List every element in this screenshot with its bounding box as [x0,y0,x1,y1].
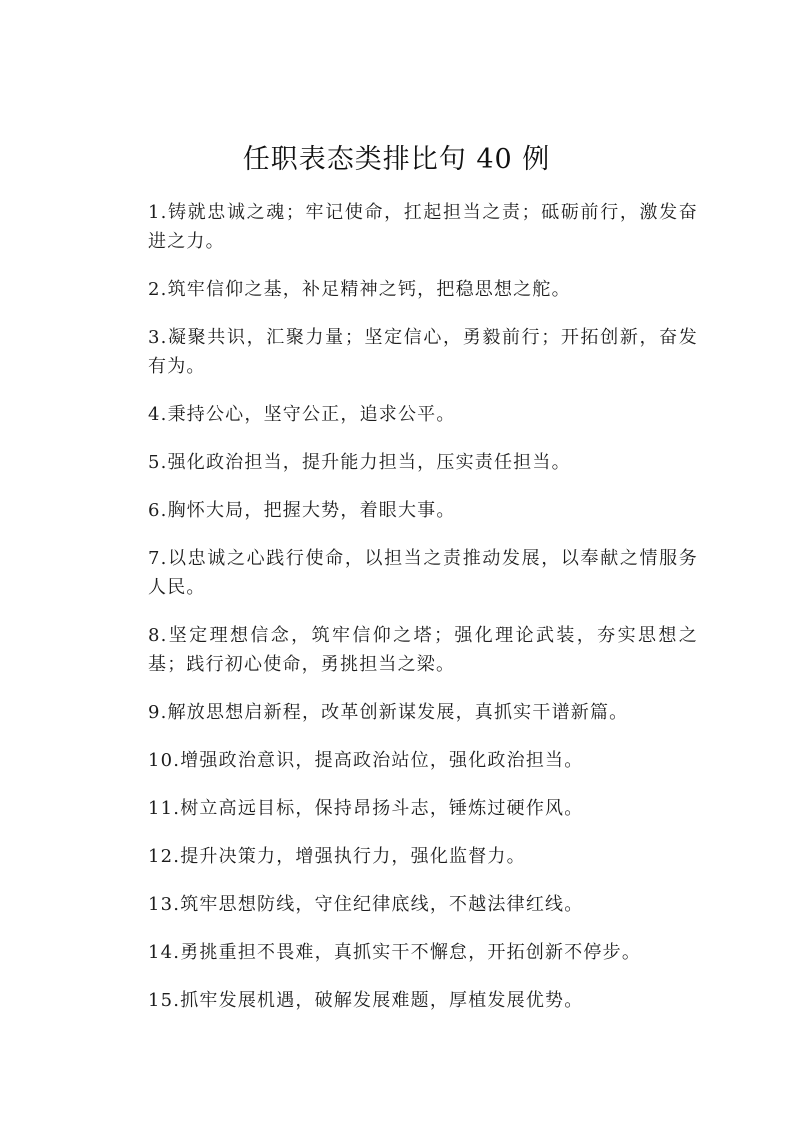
list-item: 6.胸怀大局，把握大势，着眼大事。 [148,500,456,521]
list-item: 9.解放思想启新程，改革创新谋发展，真抓实干谱新篇。 [148,702,629,723]
sentence-list [148,198,698,1034]
list-item: 14.勇挑重担不畏难，真抓实干不懈怠，开拓创新不停步。 [148,942,642,963]
list-item: 11.树立高远目标，保持昂扬斗志，锤炼过硬作风。 [148,798,584,819]
list-item: 7.以忠诚之心践行使命，以担当之责推动发展，以奉献之情服务人民。 [148,548,698,598]
list-item: 4.秉持公心，坚守公正，追求公平。 [148,404,456,425]
list-item: 3.凝聚共识，汇聚力量；坚定信心，勇毅前行；开拓创新，奋发有为。 [148,327,698,377]
list-item: 8.坚定理想信念，筑牢信仰之塔；强化理论武装，夯实思想之基；践行初心使命，勇挑担当之梁。 [148,625,698,675]
document-title: 任职表态类排比句 40 例 [242,144,551,175]
list-item: 12.提升决策力，增强执行力，强化监督力。 [148,846,526,867]
list-item: 5.强化政治担当，提升能力担当，压实责任担当。 [148,452,571,473]
list-item: 2.筑牢信仰之基，补足精神之钙，把稳思想之舵。 [148,279,571,300]
list-item: 15.抓牢发展机遇，破解发展难题，厚植发展优势。 [148,990,584,1011]
list-item: 1.铸就忠诚之魂；牢记使命，扛起担当之责；砥砺前行，激发奋进之力。 [148,202,698,252]
list-item: 10.增强政治意识，提高政治站位，强化政治担当。 [148,750,584,771]
list-item: 13.筑牢思想防线，守住纪律底线，不越法律红线。 [148,894,584,915]
